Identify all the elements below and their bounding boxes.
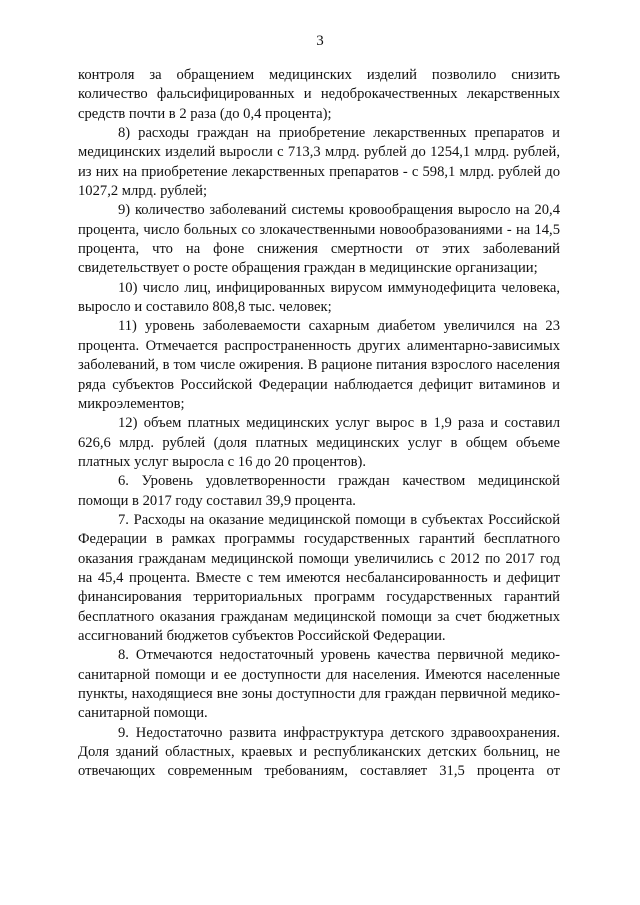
paragraph-item-10: 10) число лиц, инфицированных вирусом иммунодефицита человека, выросло и составило 808,8 тыс. человек;	[78, 279, 560, 316]
paragraph-section-6: 6. Уровень удовлетворенности граждан качеством медицинской помощи в 2017 году составил 39,9 процента.	[78, 473, 560, 509]
paragraph-section-9: 9. Недостаточно развита инфраструктура детского здравоохранения. Доля зданий областных, краевых и республиканских детских больниц, не отвечающих современным требованиям, составляет 31,5 процента от	[78, 724, 560, 780]
document-body	[78, 66, 560, 782]
paragraph-item-9: 9) количество заболеваний системы кровообращения выросло на 20,4 процента, число больных со злокачественными новообразованиями - на 14,5 процента, что на фоне снижения смертности от этих заболеваний свидетельствует о росте обращения граждан в медицинские организации;	[78, 202, 560, 277]
paragraph-item-11: 11) уровень заболеваемости сахарным диабетом увеличился на 23 процента. Отмечается распространенность других алиментарно-зависимых заболеваний, в том числе ожирения. В рационе питания взрослого населения ряда субъектов Российской Федерации наблюдается дефицит витаминов и микроэлементов;	[78, 318, 560, 412]
paragraph-section-7: 7. Расходы на оказание медицинской помощи в субъектах Российской Федерации в рамках программы государственных гарантий бесплатного оказания гражданам медицинской помощи увеличились с 2012 по 2017 год на 45,4 процента. Вместе с тем имеются несбалансированность и дефицит финансирования территориальных программ государственных гарантий бесплатного оказания гражданам медицинской помощи за счет бюджетных ассигнований бюджетов субъектов Российской Федерации.	[78, 511, 560, 644]
paragraph-item-8: 8) расходы граждан на приобретение лекарственных препаратов и медицинских изделий выросли с 713,3 млрд. рублей до 1254,1 млрд. рублей, из них на приобретение лекарственных препаратов - с 598,1 млрд. рублей до 1027,2 млрд. рублей;	[78, 125, 560, 200]
page-number: 3	[316, 33, 324, 49]
paragraph-continuation: контроля за обращением медицинских изделий позволило снизить количество фальсифицированных и недоброкачественных лекарственных средств почти в 2 раза (до 0,4 процента);	[78, 67, 560, 122]
paragraph-item-12: 12) объем платных медицинских услуг вырос в 1,9 раза и составил 626,6 млрд. рублей (доля платных медицинских услуг в общем объеме платных услуг выросла с 16 до 20 процентов).	[78, 415, 560, 470]
paragraph-section-8: 8. Отмечаются недостаточный уровень качества первичной медико-санитарной помощи и ее доступности для населения. Имеются населенные пункты, находящиеся вне зоны доступности для граждан первичной медико-санитарной помощи.	[78, 647, 560, 722]
